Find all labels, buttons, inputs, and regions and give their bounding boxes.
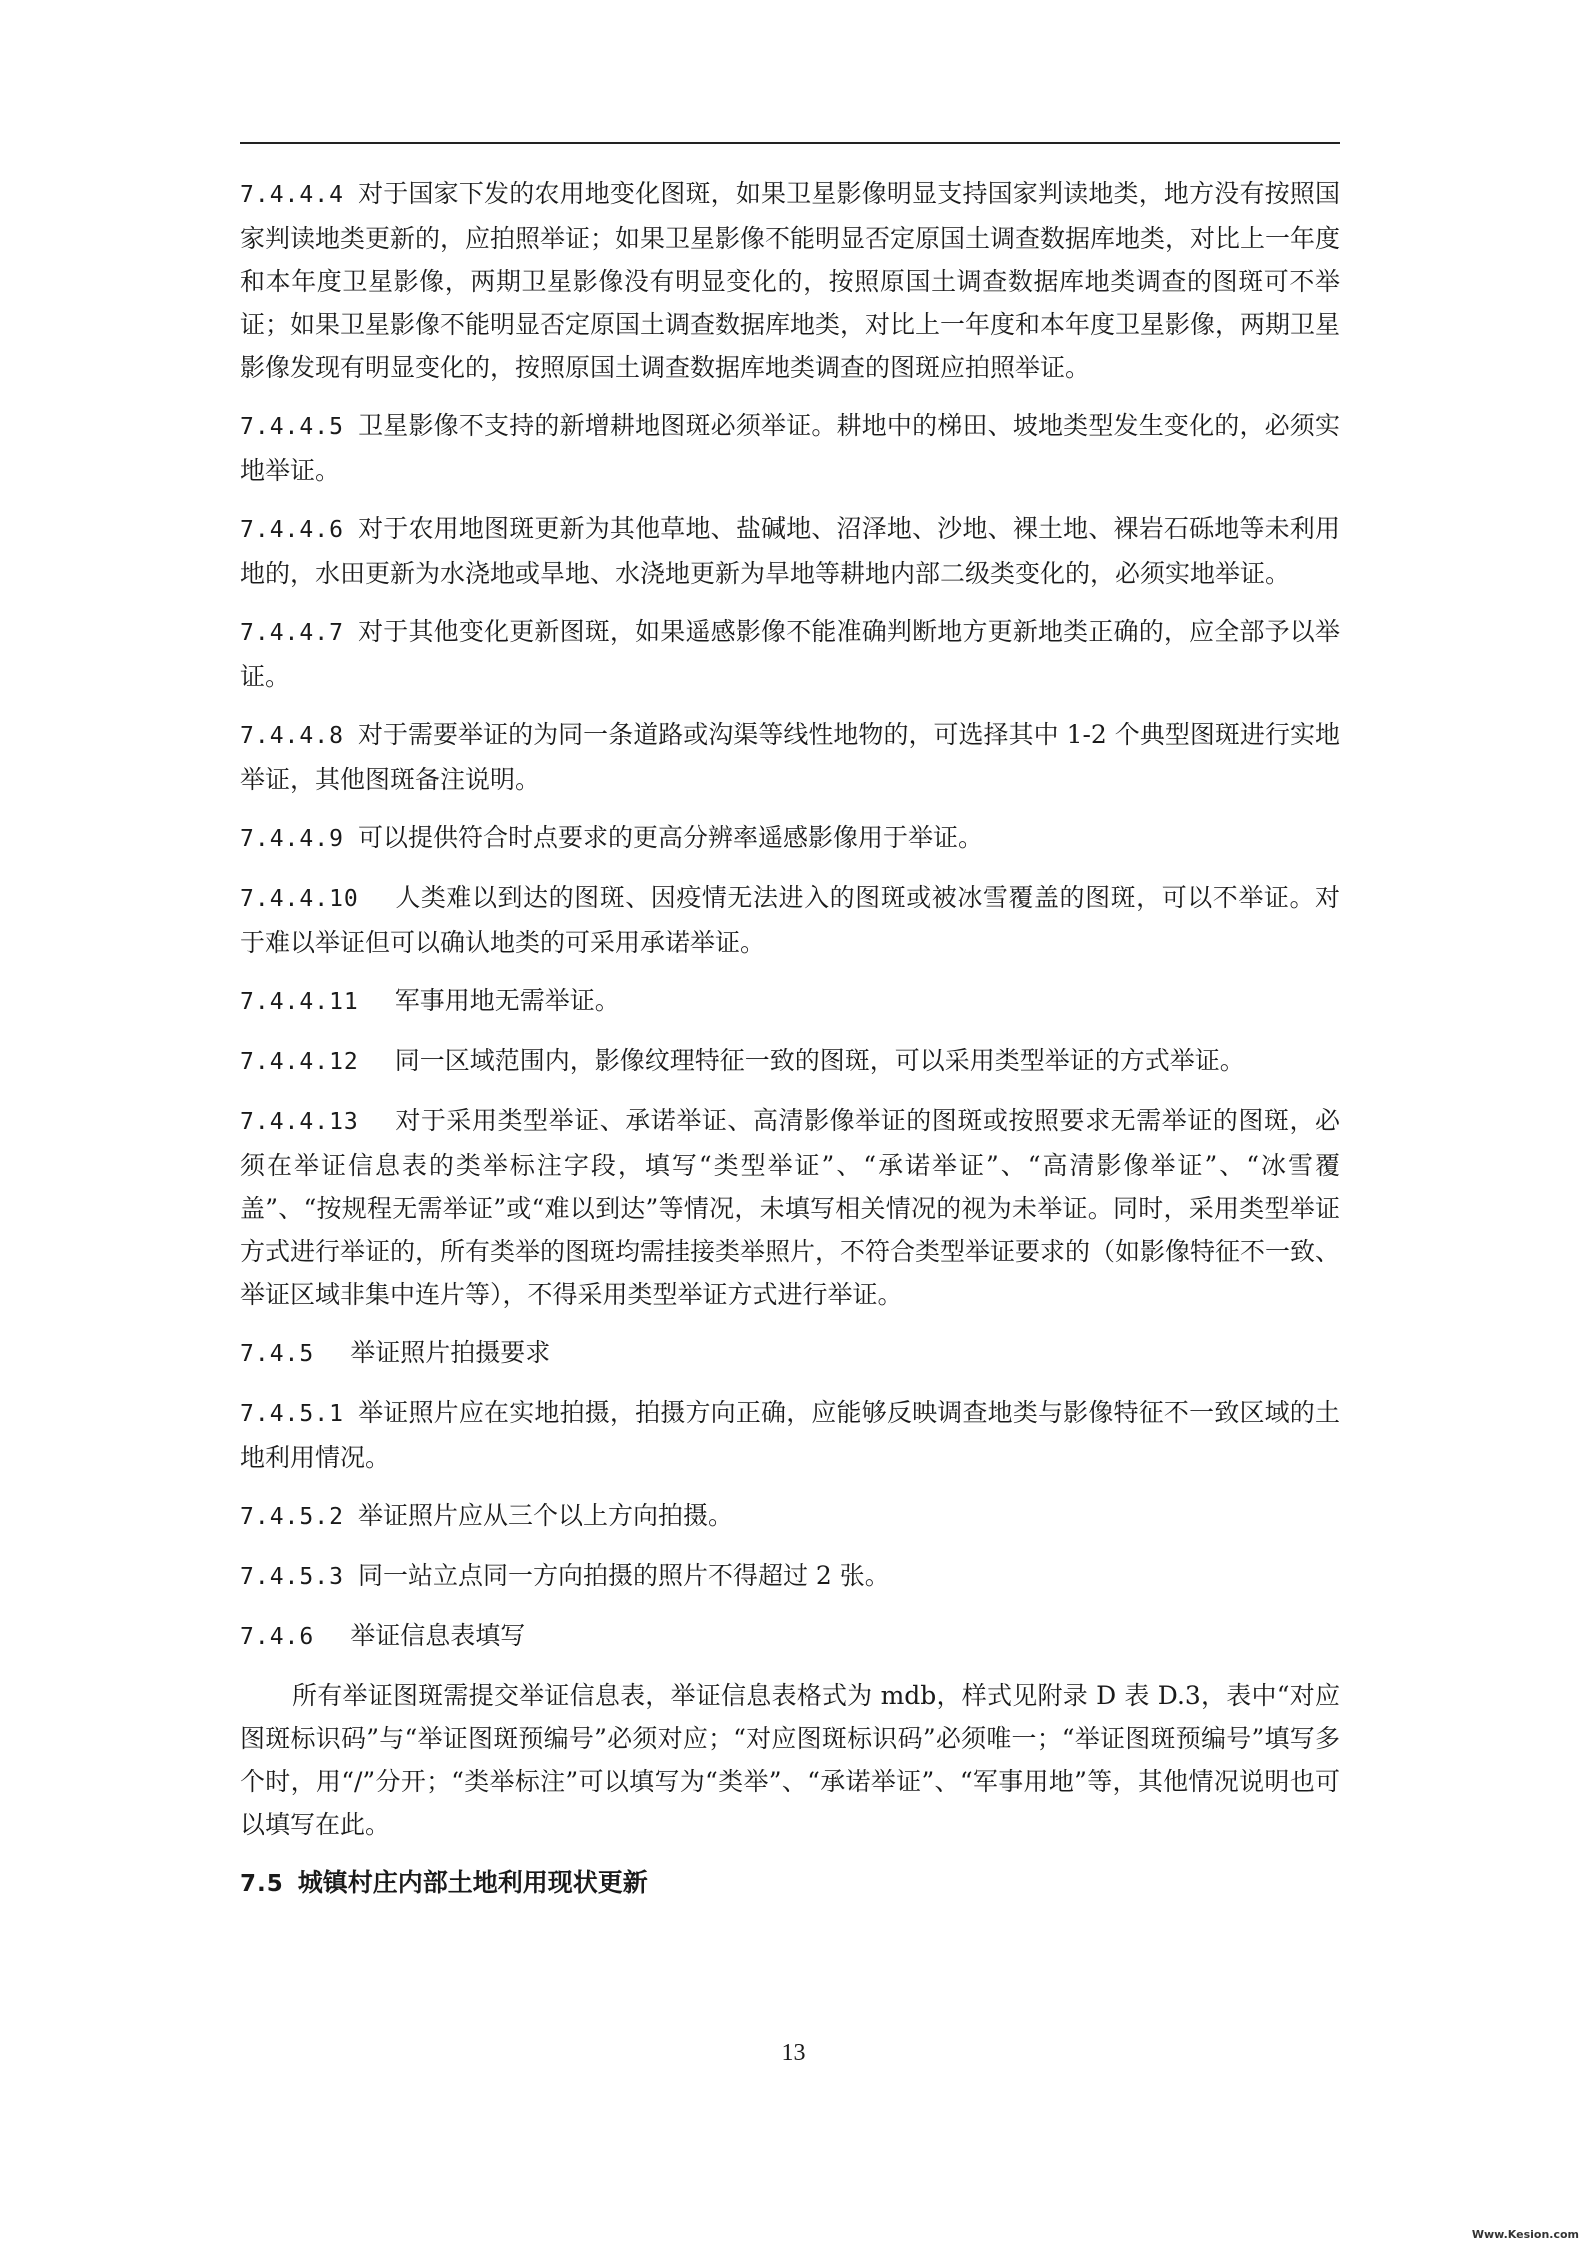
paragraph-7-4-4-12 (240, 1039, 1340, 1084)
paragraph-7-4-4-10 (240, 876, 1340, 964)
clause-number: 7.4.4.12 (240, 1049, 359, 1075)
heading-7-4-5 (240, 1331, 1340, 1376)
clause-text: 同一区域范围内，影像纹理特征一致的图斑，可以采用类型举证的方式举证。 (394, 1046, 1245, 1075)
heading-7-4-6 (240, 1614, 1340, 1659)
clause-number: 7.4.4.11 (240, 989, 359, 1015)
paragraph-7-4-5-2 (240, 1494, 1340, 1539)
clause-number: 7.4.5.2 (240, 1504, 344, 1530)
heading-7-5 (240, 1861, 1340, 1906)
clause-text: 举证照片拍摄要求 (350, 1338, 551, 1367)
clause-number: 7.4.4.5 (240, 414, 344, 440)
clause-number: 7.4.4.13 (240, 1109, 359, 1135)
clause-number: 7.4.5.3 (240, 1564, 344, 1590)
clause-number: 7.4.5.1 (240, 1401, 344, 1427)
paragraph-7-4-4-5 (240, 404, 1340, 492)
clause-number: 7.4.4.10 (240, 886, 359, 912)
paragraph-7-4-4-7 (240, 610, 1340, 698)
paragraph-7-4-4-8 (240, 713, 1340, 801)
clause-number: 7.4.4.4 (240, 182, 344, 208)
clause-text: 同一站立点同一方向拍摄的照片不得超过 2 张。 (357, 1561, 890, 1590)
clause-number: 7.4.5 (240, 1341, 315, 1367)
clause-number: 7.4.4.6 (240, 517, 344, 543)
clause-text: 举证照片应从三个以上方向拍摄。 (357, 1501, 733, 1530)
paragraph-7-4-4-13 (240, 1099, 1340, 1316)
clause-text: 可以提供符合时点要求的更高分辨率遥感影像用于举证。 (357, 823, 983, 852)
paragraph-7-4-5-3 (240, 1554, 1340, 1599)
clause-text: 卫星影像不支持的新增耕地图斑必须举证。耕地中的梯田、坡地类型发生变化的，必须实地举证。 (240, 411, 1340, 485)
clause-number: 7.4.6 (240, 1624, 315, 1650)
clause-text: 对于需要举证的为同一条道路或沟渠等线性地物的，可选择其中 1-2 个典型图斑进行实地举证，其他图斑备注说明。 (240, 720, 1340, 794)
clause-text: 军事用地无需举证。 (394, 986, 620, 1015)
clause-text: 对于采用类型举证、承诺举证、高清影像举证的图斑或按照要求无需举证的图斑，必须在举证信息表的类举标注字段，填写“类型举证”、“承诺举证”、“高清影像举证”、“冰雪覆盖”、“按规程无需举证”或“难以到达”等情况，未填写相关情况的视为未举证。同时，采用类型举证方式进行举证的，所有类举的图斑均需挂接类举照片，不符合类型举证要求的（如影像特征不一致、举证区域非集中连片等），不得采用类型举证方式进行举证。 (240, 1106, 1341, 1309)
clause-number: 7.4.4.8 (240, 723, 344, 749)
clause-text: 举证信息表填写 (350, 1621, 526, 1650)
clause-text: 所有举证图斑需提交举证信息表，举证信息表格式为 mdb，样式见附录 D 表 D.3，表中“对应图斑标识码”与“举证图斑预编号”必须对应；“对应图斑标识码”必须唯一；“举证图斑预编号”填写多个时，用“/”分开；“类举标注”可以填写为“类举”、“承诺举证”、“军事用地”等，其他情况说明也可以填写在此。 (240, 1681, 1340, 1839)
clause-text: 举证照片应在实地拍摄，拍摄方向正确，应能够反映调查地类与影像特征不一致区域的土地利用情况。 (240, 1398, 1340, 1472)
clause-number: 7.4.4.9 (240, 826, 344, 852)
document-body (240, 172, 1340, 1921)
clause-text: 对于国家下发的农用地变化图斑，如果卫星影像明显支持国家判读地类，地方没有按照国家判读地类更新的，应拍照举证；如果卫星影像不能明显否定原国土调查数据库地类，对比上一年度和本年度卫星影像，两期卫星影像没有明显变化的，按照原国土调查数据库地类调查的图斑可不举证；如果卫星影像不能明显否定原国土调查数据库地类，对比上一年度和本年度卫星影像，两期卫星影像发现有明显变化的，按照原国土调查数据库地类调查的图斑应拍照举证。 (240, 179, 1341, 382)
clause-text: 对于农用地图斑更新为其他草地、盐碱地、沼泽地、沙地、裸土地、裸岩石砾地等未利用地的，水田更新为水浇地或旱地、水浇地更新为旱地等耕地内部二级类变化的，必须实地举证。 (240, 514, 1340, 588)
clause-text: 对于其他变化更新图斑，如果遥感影像不能准确判断地方更新地类正确的，应全部予以举证。 (240, 617, 1340, 691)
section-title: 城镇村庄内部土地利用现状更新 (297, 1868, 648, 1897)
section-number: 7.5 (240, 1871, 284, 1897)
site-watermark: Www.Kesion.com (1471, 2228, 1579, 2241)
paragraph-info-table (240, 1674, 1340, 1846)
paragraph-7-4-4-9 (240, 816, 1340, 861)
paragraph-7-4-4-6 (240, 507, 1340, 595)
clause-number: 7.4.4.7 (240, 620, 344, 646)
page-number: 13 (781, 2040, 806, 2066)
paragraph-7-4-4-4 (240, 172, 1340, 389)
paragraph-7-4-5-1 (240, 1391, 1340, 1479)
paragraph-7-4-4-11 (240, 979, 1340, 1024)
clause-text: 人类难以到达的图斑、因疫情无法进入的图斑或被冰雪覆盖的图斑，可以不举证。对于难以举证但可以确认地类的可采用承诺举证。 (240, 883, 1340, 957)
header-rule (240, 142, 1340, 144)
